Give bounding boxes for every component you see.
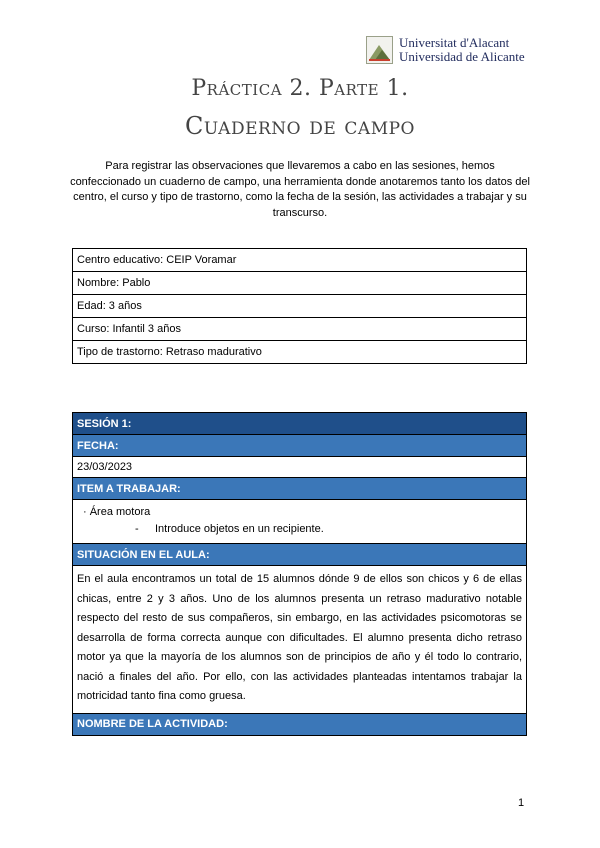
university-name-spanish: Universidad de Alicante	[399, 49, 525, 64]
info-age: Edad: 3 años	[73, 295, 527, 318]
table-row	[73, 500, 527, 544]
university-name-valencian: Universitat d'Alacant	[399, 35, 510, 50]
info-school: Centro educativo: CEIP Voramar	[73, 249, 527, 272]
table-row	[73, 249, 527, 272]
session-date: 23/03/2023	[73, 457, 527, 478]
item-subitem	[83, 521, 522, 538]
item-content	[73, 500, 527, 544]
situation-text: En el aula encontramos un total de 15 alumnos dónde 9 de ellos son chicos y 6 de ellas chicas, entre 2 y 3 años. Uno de los alumnos presenta un retraso madurativo notable respecto del resto de sus compañeros, sin embargo, en las actividades psicomotoras se desarrolla de forma correcta aunque con dificultades. El alumno presenta dicho retraso motor ya que la mayoría de los alumnos son de principios de año y él todo lo contrario, nació a finales del año. Por ello, con las actividades planteadas intentamos trabajar la motricidad tanto fina como gruesa.	[73, 566, 527, 714]
item-area: · Área motora	[83, 506, 151, 518]
item-dash: -	[135, 523, 139, 535]
document-title: Práctica 2. Parte 1.	[191, 76, 409, 101]
session-title: SESIÓN 1:	[73, 413, 527, 435]
date-label: FECHA:	[73, 435, 527, 457]
info-course: Curso: Infantil 3 años	[73, 318, 527, 341]
item-label: ITEM A TRABAJAR:	[73, 478, 527, 500]
intro-paragraph: Para registrar las observaciones que llevaremos a cabo en las sesiones, hemos confeccionado un cuaderno de campo, una herramienta donde anotaremos tanto los datos del centro, el curso y tipo de trastorno, como la fecha de la sesión, las actividades a trabajar y su transcurso.	[70, 160, 530, 219]
document-subtitle: Cuaderno de campo	[185, 112, 415, 140]
table-row	[73, 272, 527, 295]
table-row	[73, 566, 527, 714]
table-row	[73, 295, 527, 318]
university-logo	[366, 36, 566, 68]
info-disorder: Tipo de trastorno: Retraso madurativo	[73, 341, 527, 364]
situation-label: SITUACIÓN EN EL AULA:	[73, 544, 527, 566]
table-row	[73, 341, 527, 364]
item-sub-text: Introduce objetos en un recipiente.	[155, 523, 324, 535]
info-name: Nombre: Pablo	[73, 272, 527, 295]
table-row	[73, 457, 527, 478]
student-info-table	[72, 248, 527, 364]
table-row	[73, 435, 527, 457]
university-name	[399, 36, 525, 64]
page-number: 1	[518, 797, 525, 809]
table-row	[73, 478, 527, 500]
activity-label: NOMBRE DE LA ACTIVIDAD:	[73, 713, 527, 735]
session-table	[72, 412, 527, 736]
table-row	[73, 544, 527, 566]
table-row	[73, 318, 527, 341]
table-row	[73, 713, 527, 735]
university-logo-icon	[366, 36, 393, 64]
table-row	[73, 413, 527, 435]
